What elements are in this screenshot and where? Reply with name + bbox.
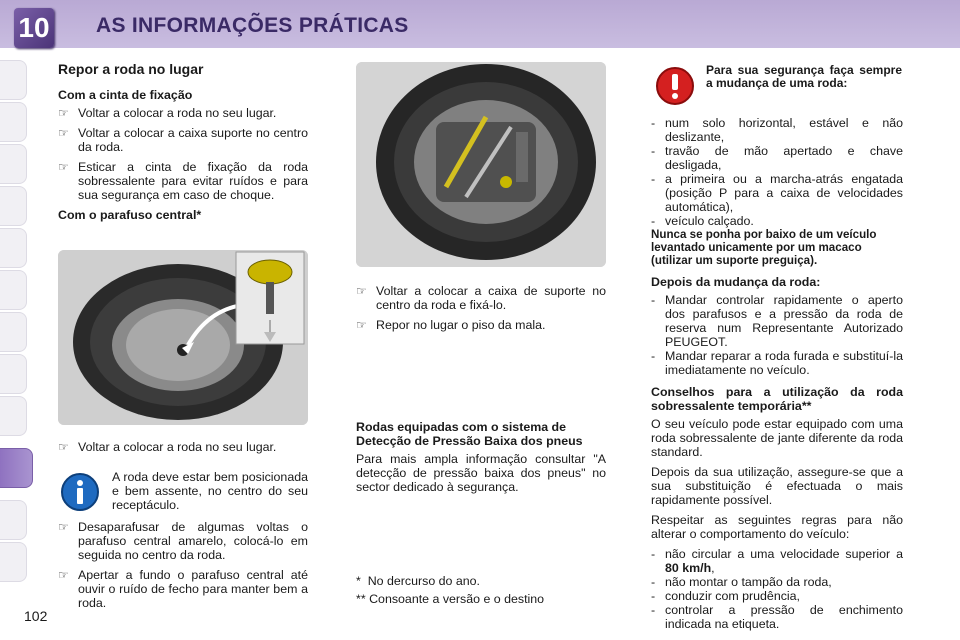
section-heading: Repor a roda no lugar (58, 61, 204, 77)
list-item: - a primeira ou a marcha-atrás engatada (posição P para a caixa de velocidades automática), (651, 172, 903, 214)
subheading-after-change: Depois da mudança da roda: (651, 275, 821, 289)
warning-icon (655, 66, 695, 111)
list-item: ☞ Repor no lugar o piso da mala. (356, 318, 546, 332)
tpms-paragraph: Para mais ampla informação consultar "A detecção de pressão baixa dos pneus" no sector dedicado à segurança. (356, 452, 606, 494)
list-item: - controlar a pressão de enchimento indicada na etiqueta. (651, 603, 903, 631)
page-number: 102 (24, 608, 48, 624)
list-item: - não montar o tampão da roda, (651, 575, 832, 589)
info-note: A roda deve estar bem posicionada e bem assente, no centro do seu receptáculo. (112, 470, 308, 512)
chapter-tab[interactable] (0, 60, 27, 100)
paragraph: Respeitar as seguintes regras para não alterar o comportamento do veículo: (651, 513, 903, 541)
pointing-hand-icon: ☞ (58, 520, 69, 534)
subheading-central-bolt: Com o parafuso central* (58, 208, 202, 222)
chapter-tab[interactable] (0, 186, 27, 226)
pointing-hand-icon: ☞ (356, 284, 367, 298)
warning-title: Para sua segurança faça sempre a mudança de uma roda: (706, 63, 902, 90)
list-item: - num solo horizontal, estável e não deslizante, (651, 116, 903, 144)
chapter-tab[interactable] (0, 354, 27, 394)
page-header (0, 0, 960, 48)
chapter-tab[interactable] (0, 270, 27, 310)
paragraph: O seu veículo pode estar equipado com uma roda sobressalente de jante diferente da roda standard. (651, 417, 903, 459)
column-left-bottom (58, 520, 308, 616)
list-item: ☞ Voltar a colocar a roda no seu lugar. (58, 106, 277, 120)
chapter-tab[interactable] (0, 228, 27, 268)
list-item: - Mandar controlar rapidamente o aperto dos parafusos e a pressão da roda de reserva num Representante Autorizado PEUGEOT. (651, 293, 903, 349)
list-item: ☞ Voltar a colocar a caixa suporte no centro da roda. (58, 126, 308, 154)
footnotes (356, 574, 606, 606)
pointing-hand-icon: ☞ (356, 318, 367, 332)
column-middle (356, 284, 606, 338)
warning-note: Nunca se ponha por baixo de um veículo levantado unicamente por um macaco (utilizar um suporte preguiça). (651, 228, 877, 267)
column-left-lower (58, 440, 308, 460)
spare-wheel-tools-image (356, 62, 606, 267)
list-item: ☞ Voltar a colocar a roda no seu lugar. (58, 440, 277, 454)
list-item: ☞ Desaparafusar de algumas voltas o parafuso central amarelo, colocá-lo em seguida no centro da roda. (58, 520, 308, 562)
pointing-hand-icon: ☞ (58, 568, 69, 582)
chapter-tab-active[interactable] (0, 448, 33, 488)
info-icon (60, 472, 100, 517)
list-item: - Mandar reparar a roda furada e substituí-la imediatamente no veículo. (651, 349, 903, 377)
chapter-number: 10 (14, 8, 54, 48)
list-item: - travão de mão apertado e chave desligada, (651, 144, 903, 172)
wheel-central-bolt-image (58, 250, 308, 425)
pointing-hand-icon: ☞ (58, 106, 69, 120)
chapter-tabs (0, 60, 34, 580)
list-item: ☞ Voltar a colocar a caixa de suporte no centro da roda e fixá-lo. (356, 284, 606, 312)
footnote: * No dercurso do ano. (356, 574, 480, 588)
paragraph: Depois da sua utilização, assegure-se que a sua substituição é efectuada o mais rapidamente possível. (651, 465, 903, 507)
pointing-hand-icon: ☞ (58, 440, 69, 454)
list-item: - conduzir com prudência, (651, 589, 800, 603)
chapter-tab[interactable] (0, 396, 27, 436)
subheading-strap: Com a cinta de fixação (58, 88, 193, 102)
chapter-tab[interactable] (0, 144, 27, 184)
subheading-tpms: Rodas equipadas com o sistema de Detecção de Pressão Baixa dos pneus (356, 420, 583, 448)
pointing-hand-icon: ☞ (58, 126, 69, 140)
page-title: AS INFORMAÇÕES PRÁTICAS (96, 14, 409, 37)
column-right (651, 116, 903, 631)
list-item: ☞ Apertar a fundo o parafuso central até ouvir o ruído de fecho para manter bem a roda. (58, 568, 308, 610)
list-item: - não circular a uma velocidade superior a 80 km/h, (651, 547, 903, 575)
chapter-tab[interactable] (0, 542, 27, 582)
column-left (58, 62, 308, 226)
chapter-tab[interactable] (0, 500, 27, 540)
column-middle-tpms (356, 420, 606, 500)
subheading-spare-advice: Conselhos para a utilização da roda sobressalente temporária** (651, 385, 903, 413)
list-item: - veículo calçado. (651, 214, 754, 228)
pointing-hand-icon: ☞ (58, 160, 69, 174)
list-item: ☞ Esticar a cinta de fixação da roda sobressalente para evitar ruídos e para sua segurança em caso de choque. (58, 160, 308, 202)
footnote: ** Consoante a versão e o destino (356, 592, 545, 606)
chapter-tab[interactable] (0, 312, 27, 352)
chapter-tab[interactable] (0, 102, 27, 142)
